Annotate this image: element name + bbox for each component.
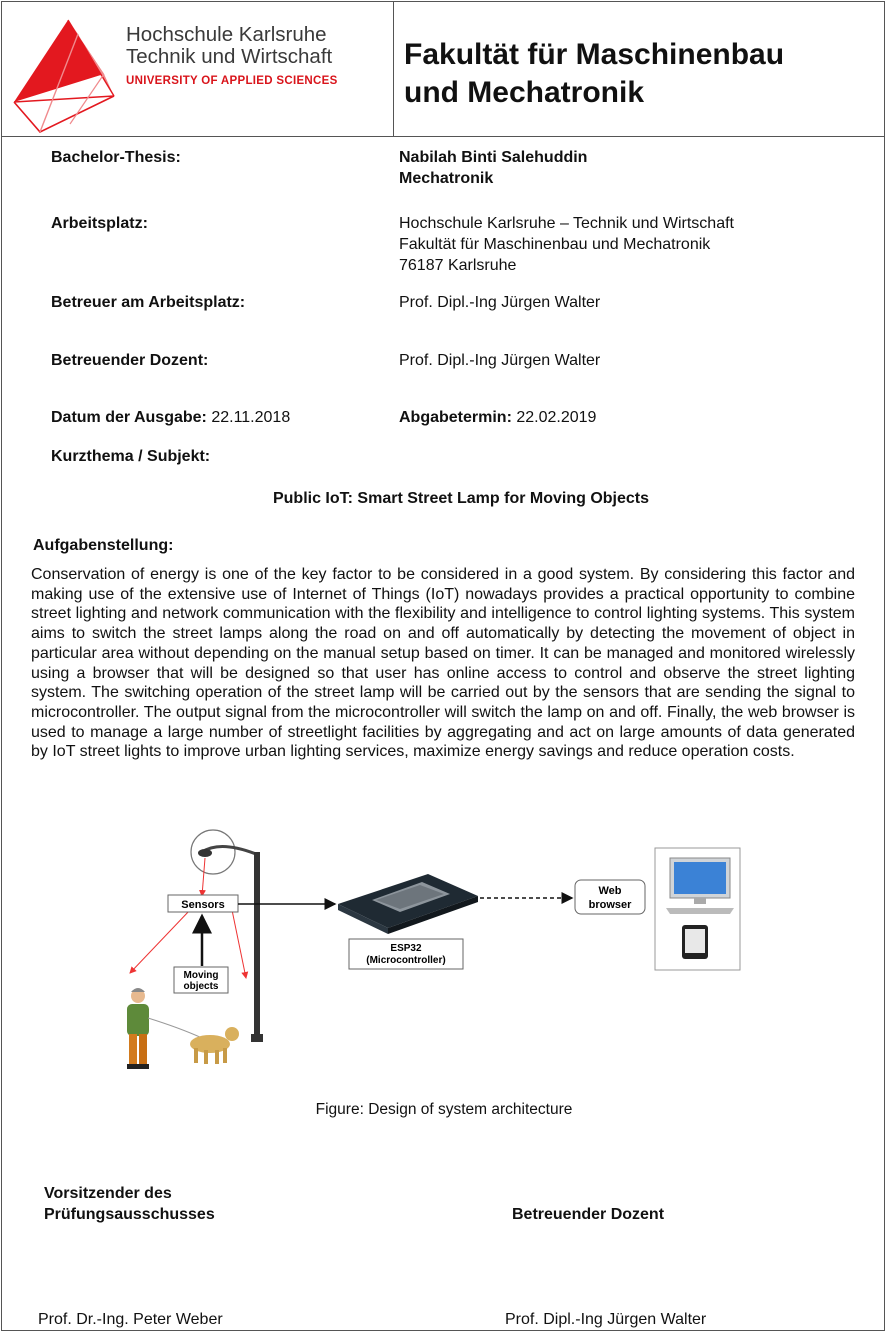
task-line-4: control lighting systems. This system aims to switch the street lamps along the road on and off <box>31 605 855 643</box>
task-line-6: setup based on timer. It can be managed and monitored wirelessly using a browser that will be designed <box>31 644 855 682</box>
workplace-label: Arbeitsplatz: <box>51 215 148 232</box>
moving-objects-label-1: Moving <box>183 970 219 981</box>
faculty-title-line1: Fakultät für Maschinenbau <box>404 38 785 71</box>
lecturer-name: Prof. Dipl.-Ing Jürgen Walter <box>505 1311 707 1328</box>
deadline-value: 22.02.2019 <box>516 409 597 426</box>
study-program: Mechatronik <box>399 170 494 187</box>
university-name <box>126 24 338 92</box>
subject-label: Kurzthema / Subjekt: <box>51 448 211 465</box>
task-description <box>31 565 855 762</box>
task-line-1: Conservation of energy is one of the key factor to be considered in a good system. By considering this <box>31 566 777 583</box>
web-browser-label-2: browser <box>588 899 632 911</box>
header-divider <box>2 136 884 137</box>
supervising-lecturer-value: Prof. Dipl.-Ing Jürgen Walter <box>399 352 601 369</box>
university-name-line2: Technik und Wirtschaft <box>126 45 333 68</box>
supervising-lecturer-label: Betreuender Dozent: <box>51 352 209 369</box>
university-logo-icon <box>10 14 120 134</box>
chair-name: Prof. Dr.-Ing. Peter Weber <box>38 1311 223 1328</box>
issue-date-label: Datum der Ausgabe: <box>51 409 207 426</box>
figure-caption: Figure: Design of system architecture <box>315 1101 573 1118</box>
issue-date-row <box>51 407 290 428</box>
workplace-line1: Hochschule Karlsruhe – Technik und Wirtschaft <box>399 215 734 232</box>
task-line-7: so that user has online access to control and observe the street lighting system. The switching operation <box>31 664 856 702</box>
esp32-label-2: (Microcontroller) <box>366 955 446 966</box>
moving-objects-label-2: objects <box>183 981 219 992</box>
deadline-label: Abgabetermin: <box>399 409 512 426</box>
chair-label-line1: Vorsitzender des <box>44 1185 172 1202</box>
faculty-title <box>404 36 784 112</box>
workplace-line2: Fakultät für Maschinenbau und Mechatronik <box>399 236 711 253</box>
chair-label-line2: Prüfungsausschusses <box>44 1206 215 1223</box>
esp32-board-icon <box>338 874 478 934</box>
esp32-label-1: ESP32 <box>390 943 422 954</box>
thesis-label: Bachelor-Thesis: <box>51 149 181 166</box>
workplace-line3: 76187 Karlsruhe <box>399 257 517 274</box>
subject-title: Public IoT: Smart Street Lamp for Moving Objects <box>272 490 650 507</box>
lecturer-signature-label: Betreuender Dozent <box>512 1206 665 1223</box>
web-browser-label-1: Web <box>598 885 622 897</box>
task-line-5: automatically by detecting the movement of object in particular area without depending on the manual <box>31 625 855 662</box>
university-tagline: UNIVERSITY OF APPLIED SCIENCES <box>126 75 338 87</box>
header-column-divider <box>393 2 394 136</box>
sensors-label: Sensors <box>181 899 225 911</box>
student-name: Nabilah Binti Salehuddin <box>399 149 588 166</box>
task-heading: Aufgabenstellung: <box>33 537 174 554</box>
person-walking-dog-icon <box>127 988 239 1069</box>
task-line-3: opportunity to combine street lighting and network communication with the flexibility and intelligence to <box>31 585 855 623</box>
deadline-row <box>399 407 596 428</box>
supervisor-workplace-label: Betreuer am Arbeitsplatz: <box>51 294 246 311</box>
smartphone-icon <box>682 925 708 959</box>
task-line-11: by IoT street lights to improve urban lighting services, maximize energy savings and reduce operation <box>31 743 749 761</box>
supervisor-workplace-value: Prof. Dipl.-Ing Jürgen Walter <box>399 294 601 311</box>
task-line-12: costs. <box>752 743 795 761</box>
task-line-10: manage a large number of streetlight facilities by aggregating and act on large amounts of data generated <box>90 723 856 741</box>
university-name-line1: Hochschule Karlsruhe <box>126 23 327 46</box>
issue-date-value: 22.11.2018 <box>211 409 291 426</box>
task-line-9: output signal from the microcontroller will switch the lamp on and off. Finally, the web browser is used to <box>31 703 855 741</box>
task-line-8: of the street lamp will be carried out by the sensors that are sending the signal to microcontroller. The <box>31 684 856 721</box>
faculty-title-line2: und Mechatronik <box>404 76 645 109</box>
system-architecture-figure <box>110 828 750 1078</box>
task-line-2: factor and making use of the extensive use of Internet of Things (IoT) nowadays provides a practical <box>31 566 855 603</box>
